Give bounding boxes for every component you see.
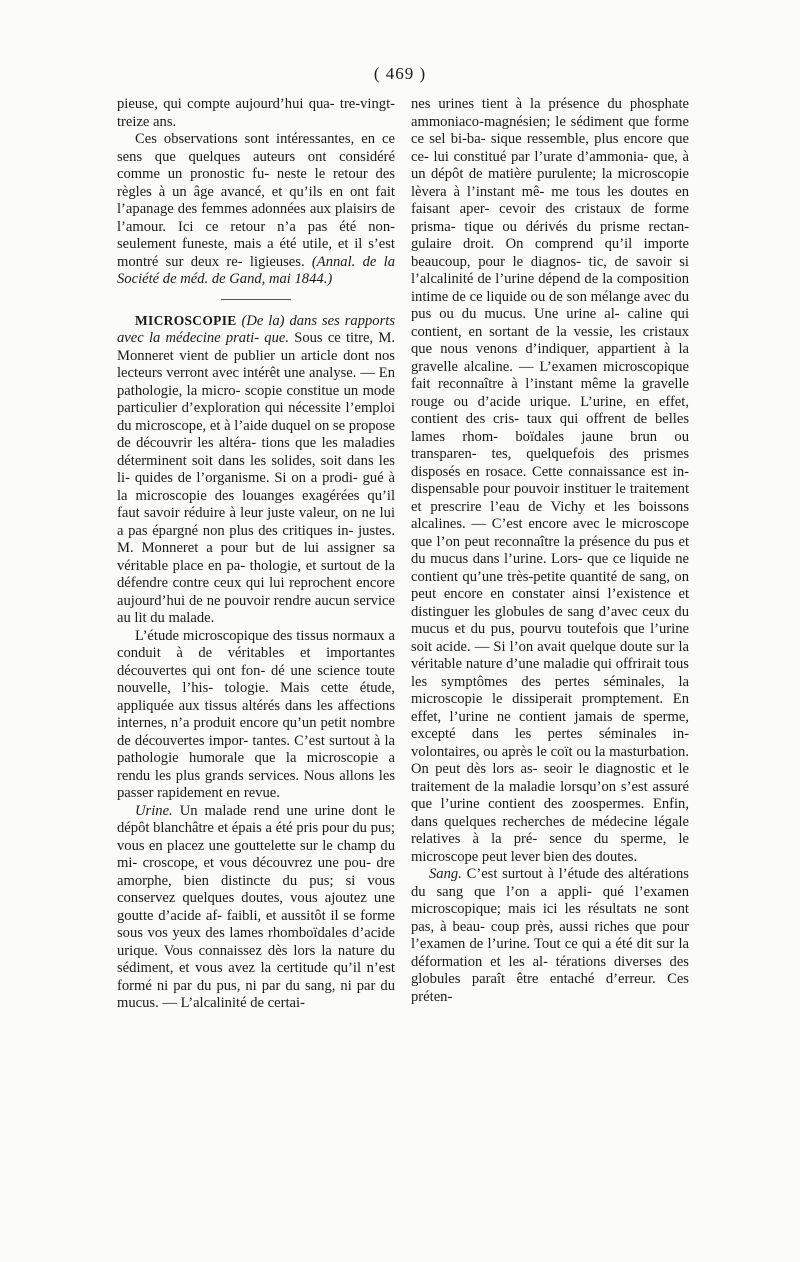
left-column: [117, 96, 395, 1013]
article-paragraph: [117, 312, 395, 628]
paragraph: nes urines tient à la présence du phosphate ammoniaco-magnésien; le sédiment que forme ce sel bi-ba- sique ressemble, plus encore que ce- lui constitué par l’urate d’ammonia- que, à un dépôt de matière purulente; la microscopie lèvera à l’instant mê- me tous les doutes en faisant aper- cevoir des cristaux de forme prisma- tique ou dérivés du prisme rectan- gulaire droit. On comprend qu’il importe beaucoup, pour le diagnos- tic, de savoir si l’alcalinité de l’urine dépend de la composition intime de ce liquide ou de son mélange avec du pus ou du mucus. Une urine al- caline qui contient, en sortant de la vessie, les cristaux que nous venons d’indiquer, appartient à la gravelle alcaline. — L’examen microscopique fait reconnaître à l’instant même la gravelle rouge ou d’acide urique. L’urine, en effet, contient des cris- taux qui offrent de belles lames rhom- boïdales jaune brun ou transparen- tes, quelquefois des prismes disposés en rosace. Cette connaissance est in- dispensable pour pouvoir instituer le traitement et prescrire l’eau de Vichy et les boissons alcalines. — C’est encore avec le microscope que l’on peut reconnaître la présence du pus et du mucus dans l’urine. Lors- que ce liquide ne contient qu’une très-petite quantité de sang, on peut encore en constater ainsi l’existence et distinguer les globules de sang d’avec ceux du mucus et du pus, pourvu toutefois que l’urine soit acide. — Si l’on avait quelque doute sur la véritable nature d’une maladie qui offrirait tous les symptômes des pertes séminales, la microscopie le dissiperait promptement. En effet, l’urine ne contient jamais de sperme, excepté dans les pertes séminales in- volontaires, ou après le coït ou la masturbation. On peut dès lors as- seoir le diagnostic et le traitement de la maladie lorsqu’on s’est assuré que l’urine contient des zoospermes. Enfin, dans quelques recherches de médecine légale relatives à la pré- sence du sperme, le microscope peut lever bien des doutes.: [411, 96, 689, 865]
section-lead: Sang.: [429, 866, 462, 882]
paragraph-text: Sous ce titre, M. Monneret vient de publier un article dont nos lecteurs verront avec intérêt une analyse. — En pathologie, la micro- scopie constitue un mode particulier d’exploration qui nécessite l’emploi du microscope, et à l’aide duquel on se propose de découvrir les altéra- tions que les maladies déterminent soit dans les solides, soit dans les li- quides de l’organisme. Si on a prodi- gué à la microscopie des louanges exagérées qu’il faut savoir réduire à leur juste valeur, on ne lui a pas épargné non plus des critiques in- justes. M. Monneret a pour but de lui assigner sa véritable place en pa- thologie, et surtout de la défendre contre ceux qui lui reprochent encore aujourd’hui de ne pouvoir rendre aucun service au lit du malade.: [117, 330, 395, 626]
section-lead: Urine.: [135, 802, 173, 819]
paragraph: L’étude microscopique des tissus normaux a conduit à de véritables et importantes découvertes qui ont fon- dé une science toute nouvelle, l’his- tologie. Mais cette étude, appliquée aux tissus altérés dans les affections internes, n’a produit encore qu’un petit nombre de découvertes impor- tantes. C’est surtout à la pathologie humorale que la microscopie a rendu les plus grands services. Nous allons les passer rapidement en revue.: [117, 627, 395, 801]
section-divider: [221, 299, 291, 300]
paragraph-text: Ces observations sont intéressantes, en ce sens que quelques auteurs ont considéré comme un pronostic fu- neste le retour des règles à un âge avancé, et qu’ils en ont fait l’apanage des femmes adonnées aux plaisirs de l’amour. Ici ce retour n’a pas été non-seulement funeste, mais a été utile, et il s’est montré sur deux re- ligieuses.: [117, 131, 395, 270]
paragraph: pieuse, qui compte aujourd’hui qua- tre-vingt-treize ans.: [117, 96, 395, 130]
article-heading: MICROSCOPIE: [135, 312, 237, 328]
paragraph: [117, 131, 395, 289]
paragraph: [117, 803, 395, 1013]
citation: (Annal. de la Société de méd. de Gand, mai 1844.): [117, 253, 395, 287]
right-column: [411, 96, 689, 1006]
paragraph-text: C’est surtout à l’étude des altérations du sang que l’on a appli- qué l’examen microscopique; mais ici les résultats ne sont pas, à beau- coup près, aussi riches que pour l’examen de l’urine. Tout ce qui a été dit sur la déformation et les al- térations diverses des globules paraît être entaché d’erreur. Ces préten-: [411, 866, 689, 1005]
paragraph: [411, 866, 689, 1006]
article-subheading: (De la) dans ses rapports avec la médecine prati- que.: [117, 312, 395, 346]
page-number: ( 469 ): [373, 64, 427, 83]
paragraph-text: Un malade rend une urine dont le dépôt blanchâtre et épais a été pris pour du pus; vous en placez une gouttelette sur le champ du mi- croscope, et vous découvrez une pou- dre amorphe, bien distincte du pus; si vous conservez quelques doutes, vous ajoutez une goutte d’acide af- faibli, et aussitôt il se forme sous vos yeux des lames rhomboïdales d’acide urique. Vous connaissez dès lors la nature du sédiment, et vous avez la certitude qu’il n’est formé ni par du pus, ni par du sang, ni par du mucus. — L’alcalinité de certai-: [117, 802, 395, 1011]
